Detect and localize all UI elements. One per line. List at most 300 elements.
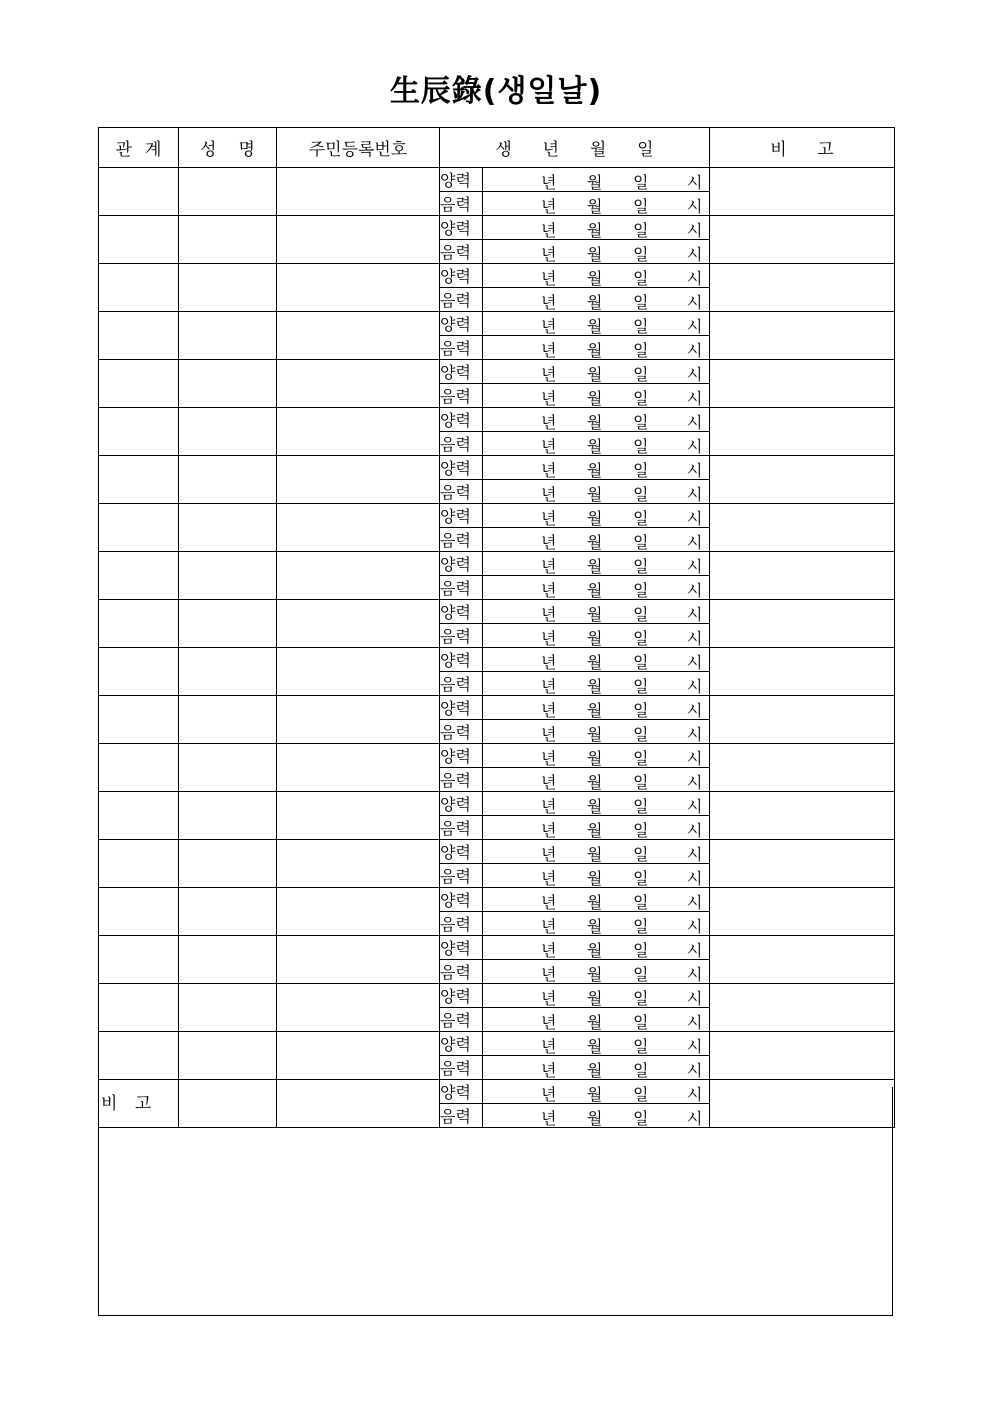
name-cell[interactable] xyxy=(179,744,277,792)
day-unit: 일 xyxy=(633,485,649,504)
date-entry-field[interactable] xyxy=(483,1056,710,1080)
year-unit: 년 xyxy=(541,1109,557,1128)
month-unit: 월 xyxy=(587,1085,603,1104)
date-entry-field[interactable] xyxy=(483,648,710,672)
hour-unit: 시 xyxy=(687,293,703,312)
month-unit: 월 xyxy=(587,845,603,864)
month-unit: 월 xyxy=(587,821,603,840)
day-unit: 일 xyxy=(633,509,649,528)
table-row xyxy=(99,264,895,288)
resident-id-cell[interactable] xyxy=(277,216,440,264)
month-unit: 월 xyxy=(587,1037,603,1056)
table-row xyxy=(99,984,895,1008)
date-entry-field[interactable] xyxy=(483,768,710,792)
date-entry-field[interactable] xyxy=(483,504,710,528)
relation-cell[interactable] xyxy=(99,360,179,408)
day-unit: 일 xyxy=(633,749,649,768)
name-cell[interactable] xyxy=(179,984,277,1032)
calendar-type: 양력 xyxy=(440,408,483,432)
date-entry-field[interactable] xyxy=(483,624,710,648)
header-birth-date: 생 년 월 일 xyxy=(440,128,710,168)
month-unit: 월 xyxy=(587,653,603,672)
date-entry-field[interactable] xyxy=(483,720,710,744)
hour-unit: 시 xyxy=(687,221,703,240)
month-unit: 월 xyxy=(587,245,603,264)
remarks-cell[interactable] xyxy=(710,264,895,312)
table-row xyxy=(99,600,895,624)
resident-id-cell[interactable] xyxy=(277,840,440,888)
resident-id-cell[interactable] xyxy=(277,984,440,1032)
name-cell[interactable] xyxy=(179,936,277,984)
header-row xyxy=(99,128,895,168)
year-unit: 년 xyxy=(541,797,557,816)
date-entry-field[interactable] xyxy=(483,336,710,360)
calendar-type: 양력 xyxy=(440,840,483,864)
remarks-cell[interactable] xyxy=(710,600,895,648)
year-unit: 년 xyxy=(541,413,557,432)
year-unit: 년 xyxy=(541,653,557,672)
relation-cell[interactable] xyxy=(99,504,179,552)
remarks-cell[interactable] xyxy=(710,744,895,792)
name-cell[interactable] xyxy=(179,360,277,408)
month-unit: 월 xyxy=(587,389,603,408)
calendar-type: 음력 xyxy=(440,384,483,408)
year-unit: 년 xyxy=(541,821,557,840)
resident-id-cell[interactable] xyxy=(277,744,440,792)
relation-cell[interactable] xyxy=(99,888,179,936)
day-unit: 일 xyxy=(633,701,649,720)
resident-id-cell[interactable] xyxy=(277,504,440,552)
remarks-cell[interactable] xyxy=(710,408,895,456)
day-unit: 일 xyxy=(633,557,649,576)
hour-unit: 시 xyxy=(687,1037,703,1056)
calendar-type: 음력 xyxy=(440,192,483,216)
calendar-type: 양력 xyxy=(440,312,483,336)
year-unit: 년 xyxy=(541,845,557,864)
remarks-cell[interactable] xyxy=(710,792,895,840)
header-name: 성 명 xyxy=(179,128,277,168)
year-unit: 년 xyxy=(541,605,557,624)
name-cell[interactable] xyxy=(179,216,277,264)
relation-cell[interactable] xyxy=(99,264,179,312)
calendar-type: 양력 xyxy=(440,216,483,240)
month-unit: 월 xyxy=(587,221,603,240)
year-unit: 년 xyxy=(541,1013,557,1032)
day-unit: 일 xyxy=(633,581,649,600)
day-unit: 일 xyxy=(633,533,649,552)
name-cell[interactable] xyxy=(179,504,277,552)
name-cell[interactable] xyxy=(179,1032,277,1080)
relation-cell[interactable] xyxy=(99,600,179,648)
month-unit: 월 xyxy=(587,701,603,720)
resident-id-cell[interactable] xyxy=(277,1032,440,1080)
year-unit: 년 xyxy=(541,917,557,936)
remarks-cell[interactable] xyxy=(710,888,895,936)
year-unit: 년 xyxy=(541,893,557,912)
date-entry-field[interactable] xyxy=(483,816,710,840)
year-unit: 년 xyxy=(541,197,557,216)
calendar-type: 음력 xyxy=(440,816,483,840)
month-unit: 월 xyxy=(587,1109,603,1128)
table-row xyxy=(99,552,895,576)
hour-unit: 시 xyxy=(687,533,703,552)
remarks-cell[interactable] xyxy=(710,360,895,408)
hour-unit: 시 xyxy=(687,1061,703,1080)
date-entry-field[interactable] xyxy=(483,288,710,312)
calendar-type: 양력 xyxy=(440,984,483,1008)
day-unit: 일 xyxy=(633,821,649,840)
calendar-type: 음력 xyxy=(440,240,483,264)
day-unit: 일 xyxy=(633,965,649,984)
day-unit: 일 xyxy=(633,629,649,648)
notes-box[interactable] xyxy=(98,1087,893,1316)
hour-unit: 시 xyxy=(687,461,703,480)
calendar-type: 양력 xyxy=(440,504,483,528)
hour-unit: 시 xyxy=(687,941,703,960)
hour-unit: 시 xyxy=(687,509,703,528)
day-unit: 일 xyxy=(633,725,649,744)
hour-unit: 시 xyxy=(687,893,703,912)
name-cell[interactable] xyxy=(179,792,277,840)
date-entry-field[interactable] xyxy=(483,576,710,600)
year-unit: 년 xyxy=(541,245,557,264)
remarks-cell[interactable] xyxy=(710,216,895,264)
relation-cell[interactable] xyxy=(99,744,179,792)
hour-unit: 시 xyxy=(687,797,703,816)
calendar-type: 음력 xyxy=(440,672,483,696)
name-cell[interactable] xyxy=(179,600,277,648)
calendar-type: 양력 xyxy=(440,360,483,384)
year-unit: 년 xyxy=(541,1085,557,1104)
day-unit: 일 xyxy=(633,173,649,192)
month-unit: 월 xyxy=(587,341,603,360)
relation-cell[interactable] xyxy=(99,984,179,1032)
year-unit: 년 xyxy=(541,677,557,696)
month-unit: 월 xyxy=(587,437,603,456)
calendar-type: 음력 xyxy=(440,1008,483,1032)
year-unit: 년 xyxy=(541,317,557,336)
hour-unit: 시 xyxy=(687,725,703,744)
name-cell[interactable] xyxy=(179,168,277,216)
hour-unit: 시 xyxy=(687,317,703,336)
date-entry-field[interactable] xyxy=(483,312,710,336)
month-unit: 월 xyxy=(587,893,603,912)
name-cell[interactable] xyxy=(179,840,277,888)
hour-unit: 시 xyxy=(687,701,703,720)
hour-unit: 시 xyxy=(687,269,703,288)
relation-cell[interactable] xyxy=(99,648,179,696)
year-unit: 년 xyxy=(541,173,557,192)
relation-cell[interactable] xyxy=(99,840,179,888)
hour-unit: 시 xyxy=(687,749,703,768)
calendar-type: 양력 xyxy=(440,552,483,576)
name-cell[interactable] xyxy=(179,696,277,744)
hour-unit: 시 xyxy=(687,773,703,792)
day-unit: 일 xyxy=(633,1061,649,1080)
calendar-type: 양력 xyxy=(440,744,483,768)
table-row xyxy=(99,360,895,384)
resident-id-cell[interactable] xyxy=(277,312,440,360)
month-unit: 월 xyxy=(587,797,603,816)
table-row xyxy=(99,504,895,528)
name-cell[interactable] xyxy=(179,312,277,360)
day-unit: 일 xyxy=(633,941,649,960)
hour-unit: 시 xyxy=(687,917,703,936)
resident-id-cell[interactable] xyxy=(277,792,440,840)
relation-cell[interactable] xyxy=(99,1032,179,1080)
year-unit: 년 xyxy=(541,221,557,240)
resident-id-cell[interactable] xyxy=(277,696,440,744)
day-unit: 일 xyxy=(633,437,649,456)
date-entry-field[interactable] xyxy=(483,936,710,960)
remarks-cell[interactable] xyxy=(710,456,895,504)
date-entry-field[interactable] xyxy=(483,528,710,552)
year-unit: 년 xyxy=(541,773,557,792)
year-unit: 년 xyxy=(541,269,557,288)
calendar-type: 양력 xyxy=(440,168,483,192)
day-unit: 일 xyxy=(633,917,649,936)
month-unit: 월 xyxy=(587,293,603,312)
date-entry-field[interactable] xyxy=(483,744,710,768)
name-cell[interactable] xyxy=(179,408,277,456)
month-unit: 월 xyxy=(587,197,603,216)
month-unit: 월 xyxy=(587,173,603,192)
date-entry-field[interactable] xyxy=(483,1032,710,1056)
remarks-cell[interactable] xyxy=(710,936,895,984)
month-unit: 월 xyxy=(587,365,603,384)
year-unit: 년 xyxy=(541,629,557,648)
date-entry-field[interactable] xyxy=(483,672,710,696)
resident-id-cell[interactable] xyxy=(277,552,440,600)
month-unit: 월 xyxy=(587,413,603,432)
day-unit: 일 xyxy=(633,797,649,816)
hour-unit: 시 xyxy=(687,989,703,1008)
date-entry-field[interactable] xyxy=(483,192,710,216)
calendar-type: 양력 xyxy=(440,648,483,672)
year-unit: 년 xyxy=(541,293,557,312)
remarks-cell[interactable] xyxy=(710,840,895,888)
hour-unit: 시 xyxy=(687,245,703,264)
day-unit: 일 xyxy=(633,317,649,336)
page-title: 生辰錄(생일날) xyxy=(389,74,603,109)
name-cell[interactable] xyxy=(179,456,277,504)
day-unit: 일 xyxy=(633,653,649,672)
date-entry-field[interactable] xyxy=(483,840,710,864)
resident-id-cell[interactable] xyxy=(277,600,440,648)
month-unit: 월 xyxy=(587,557,603,576)
hour-unit: 시 xyxy=(687,197,703,216)
hour-unit: 시 xyxy=(687,605,703,624)
date-entry-field[interactable] xyxy=(483,912,710,936)
relation-cell[interactable] xyxy=(99,936,179,984)
relation-cell[interactable] xyxy=(99,216,179,264)
hour-unit: 시 xyxy=(687,365,703,384)
day-unit: 일 xyxy=(633,293,649,312)
month-unit: 월 xyxy=(587,317,603,336)
date-entry-field[interactable] xyxy=(483,984,710,1008)
relation-cell[interactable] xyxy=(99,312,179,360)
date-entry-field[interactable] xyxy=(483,792,710,816)
date-entry-field[interactable] xyxy=(483,408,710,432)
calendar-type: 음력 xyxy=(440,288,483,312)
month-unit: 월 xyxy=(587,917,603,936)
birthday-register-table xyxy=(98,127,895,1128)
day-unit: 일 xyxy=(633,269,649,288)
remarks-cell[interactable] xyxy=(710,696,895,744)
notes-label: 비 고 xyxy=(101,1094,158,1114)
month-unit: 월 xyxy=(587,989,603,1008)
calendar-type: 음력 xyxy=(440,432,483,456)
day-unit: 일 xyxy=(633,893,649,912)
remarks-cell[interactable] xyxy=(710,312,895,360)
hour-unit: 시 xyxy=(687,341,703,360)
table-row xyxy=(99,888,895,912)
calendar-type: 음력 xyxy=(440,624,483,648)
table-row xyxy=(99,936,895,960)
calendar-type: 음력 xyxy=(440,528,483,552)
year-unit: 년 xyxy=(541,749,557,768)
day-unit: 일 xyxy=(633,869,649,888)
month-unit: 월 xyxy=(587,269,603,288)
calendar-type: 음력 xyxy=(440,960,483,984)
date-entry-field[interactable] xyxy=(483,432,710,456)
remarks-cell[interactable] xyxy=(710,1032,895,1080)
date-entry-field[interactable] xyxy=(483,168,710,192)
resident-id-cell[interactable] xyxy=(277,360,440,408)
hour-unit: 시 xyxy=(687,1013,703,1032)
day-unit: 일 xyxy=(633,341,649,360)
hour-unit: 시 xyxy=(687,845,703,864)
resident-id-cell[interactable] xyxy=(277,936,440,984)
hour-unit: 시 xyxy=(687,485,703,504)
date-entry-field[interactable] xyxy=(483,216,710,240)
day-unit: 일 xyxy=(633,677,649,696)
day-unit: 일 xyxy=(633,197,649,216)
resident-id-cell[interactable] xyxy=(277,264,440,312)
month-unit: 월 xyxy=(587,773,603,792)
date-entry-field[interactable] xyxy=(483,384,710,408)
day-unit: 일 xyxy=(633,413,649,432)
name-cell[interactable] xyxy=(179,264,277,312)
relation-cell[interactable] xyxy=(99,552,179,600)
remarks-cell[interactable] xyxy=(710,648,895,696)
hour-unit: 시 xyxy=(687,557,703,576)
year-unit: 년 xyxy=(541,341,557,360)
month-unit: 월 xyxy=(587,581,603,600)
year-unit: 년 xyxy=(541,509,557,528)
remarks-cell[interactable] xyxy=(710,552,895,600)
day-unit: 일 xyxy=(633,605,649,624)
date-entry-field[interactable] xyxy=(483,240,710,264)
month-unit: 월 xyxy=(587,725,603,744)
hour-unit: 시 xyxy=(687,1085,703,1104)
table-row xyxy=(99,312,895,336)
month-unit: 월 xyxy=(587,677,603,696)
year-unit: 년 xyxy=(541,1061,557,1080)
year-unit: 년 xyxy=(541,461,557,480)
month-unit: 월 xyxy=(587,605,603,624)
year-unit: 년 xyxy=(541,869,557,888)
name-cell[interactable] xyxy=(179,648,277,696)
remarks-cell[interactable] xyxy=(710,168,895,216)
remarks-cell[interactable] xyxy=(710,504,895,552)
date-entry-field[interactable] xyxy=(483,264,710,288)
table-row xyxy=(99,1032,895,1056)
date-entry-field[interactable] xyxy=(483,600,710,624)
date-entry-field[interactable] xyxy=(483,696,710,720)
hour-unit: 시 xyxy=(687,653,703,672)
month-unit: 월 xyxy=(587,629,603,648)
calendar-type: 양력 xyxy=(440,696,483,720)
header-remarks: 비 고 xyxy=(710,128,895,168)
hour-unit: 시 xyxy=(687,581,703,600)
date-entry-field[interactable] xyxy=(483,456,710,480)
day-unit: 일 xyxy=(633,989,649,1008)
calendar-type: 음력 xyxy=(440,912,483,936)
resident-id-cell[interactable] xyxy=(277,648,440,696)
table-row xyxy=(99,456,895,480)
relation-cell[interactable] xyxy=(99,792,179,840)
remarks-cell[interactable] xyxy=(710,984,895,1032)
month-unit: 월 xyxy=(587,869,603,888)
date-entry-field[interactable] xyxy=(483,960,710,984)
day-unit: 일 xyxy=(633,461,649,480)
day-unit: 일 xyxy=(633,1109,649,1128)
month-unit: 월 xyxy=(587,485,603,504)
header-relation: 관 계 xyxy=(99,128,179,168)
table-row xyxy=(99,840,895,864)
resident-id-cell[interactable] xyxy=(277,888,440,936)
month-unit: 월 xyxy=(587,941,603,960)
resident-id-cell[interactable] xyxy=(277,408,440,456)
hour-unit: 시 xyxy=(687,965,703,984)
table-row xyxy=(99,408,895,432)
hour-unit: 시 xyxy=(687,1109,703,1128)
calendar-type: 음력 xyxy=(440,336,483,360)
hour-unit: 시 xyxy=(687,437,703,456)
hour-unit: 시 xyxy=(687,173,703,192)
month-unit: 월 xyxy=(587,1013,603,1032)
date-entry-field[interactable] xyxy=(483,1008,710,1032)
calendar-type: 양력 xyxy=(440,456,483,480)
date-entry-field[interactable] xyxy=(483,552,710,576)
day-unit: 일 xyxy=(633,773,649,792)
header-resident-id: 주민등록번호 xyxy=(277,128,440,168)
month-unit: 월 xyxy=(587,509,603,528)
name-cell[interactable] xyxy=(179,888,277,936)
relation-cell[interactable] xyxy=(99,168,179,216)
resident-id-cell[interactable] xyxy=(277,456,440,504)
month-unit: 월 xyxy=(587,533,603,552)
day-unit: 일 xyxy=(633,1085,649,1104)
day-unit: 일 xyxy=(633,365,649,384)
date-entry-field[interactable] xyxy=(483,360,710,384)
resident-id-cell[interactable] xyxy=(277,168,440,216)
relation-cell[interactable] xyxy=(99,696,179,744)
table-row xyxy=(99,744,895,768)
relation-cell[interactable] xyxy=(99,408,179,456)
name-cell[interactable] xyxy=(179,552,277,600)
hour-unit: 시 xyxy=(687,677,703,696)
year-unit: 년 xyxy=(541,941,557,960)
date-entry-field[interactable] xyxy=(483,480,710,504)
hour-unit: 시 xyxy=(687,629,703,648)
relation-cell[interactable] xyxy=(99,456,179,504)
date-entry-field[interactable] xyxy=(483,888,710,912)
year-unit: 년 xyxy=(541,989,557,1008)
day-unit: 일 xyxy=(633,1037,649,1056)
date-entry-field[interactable] xyxy=(483,864,710,888)
